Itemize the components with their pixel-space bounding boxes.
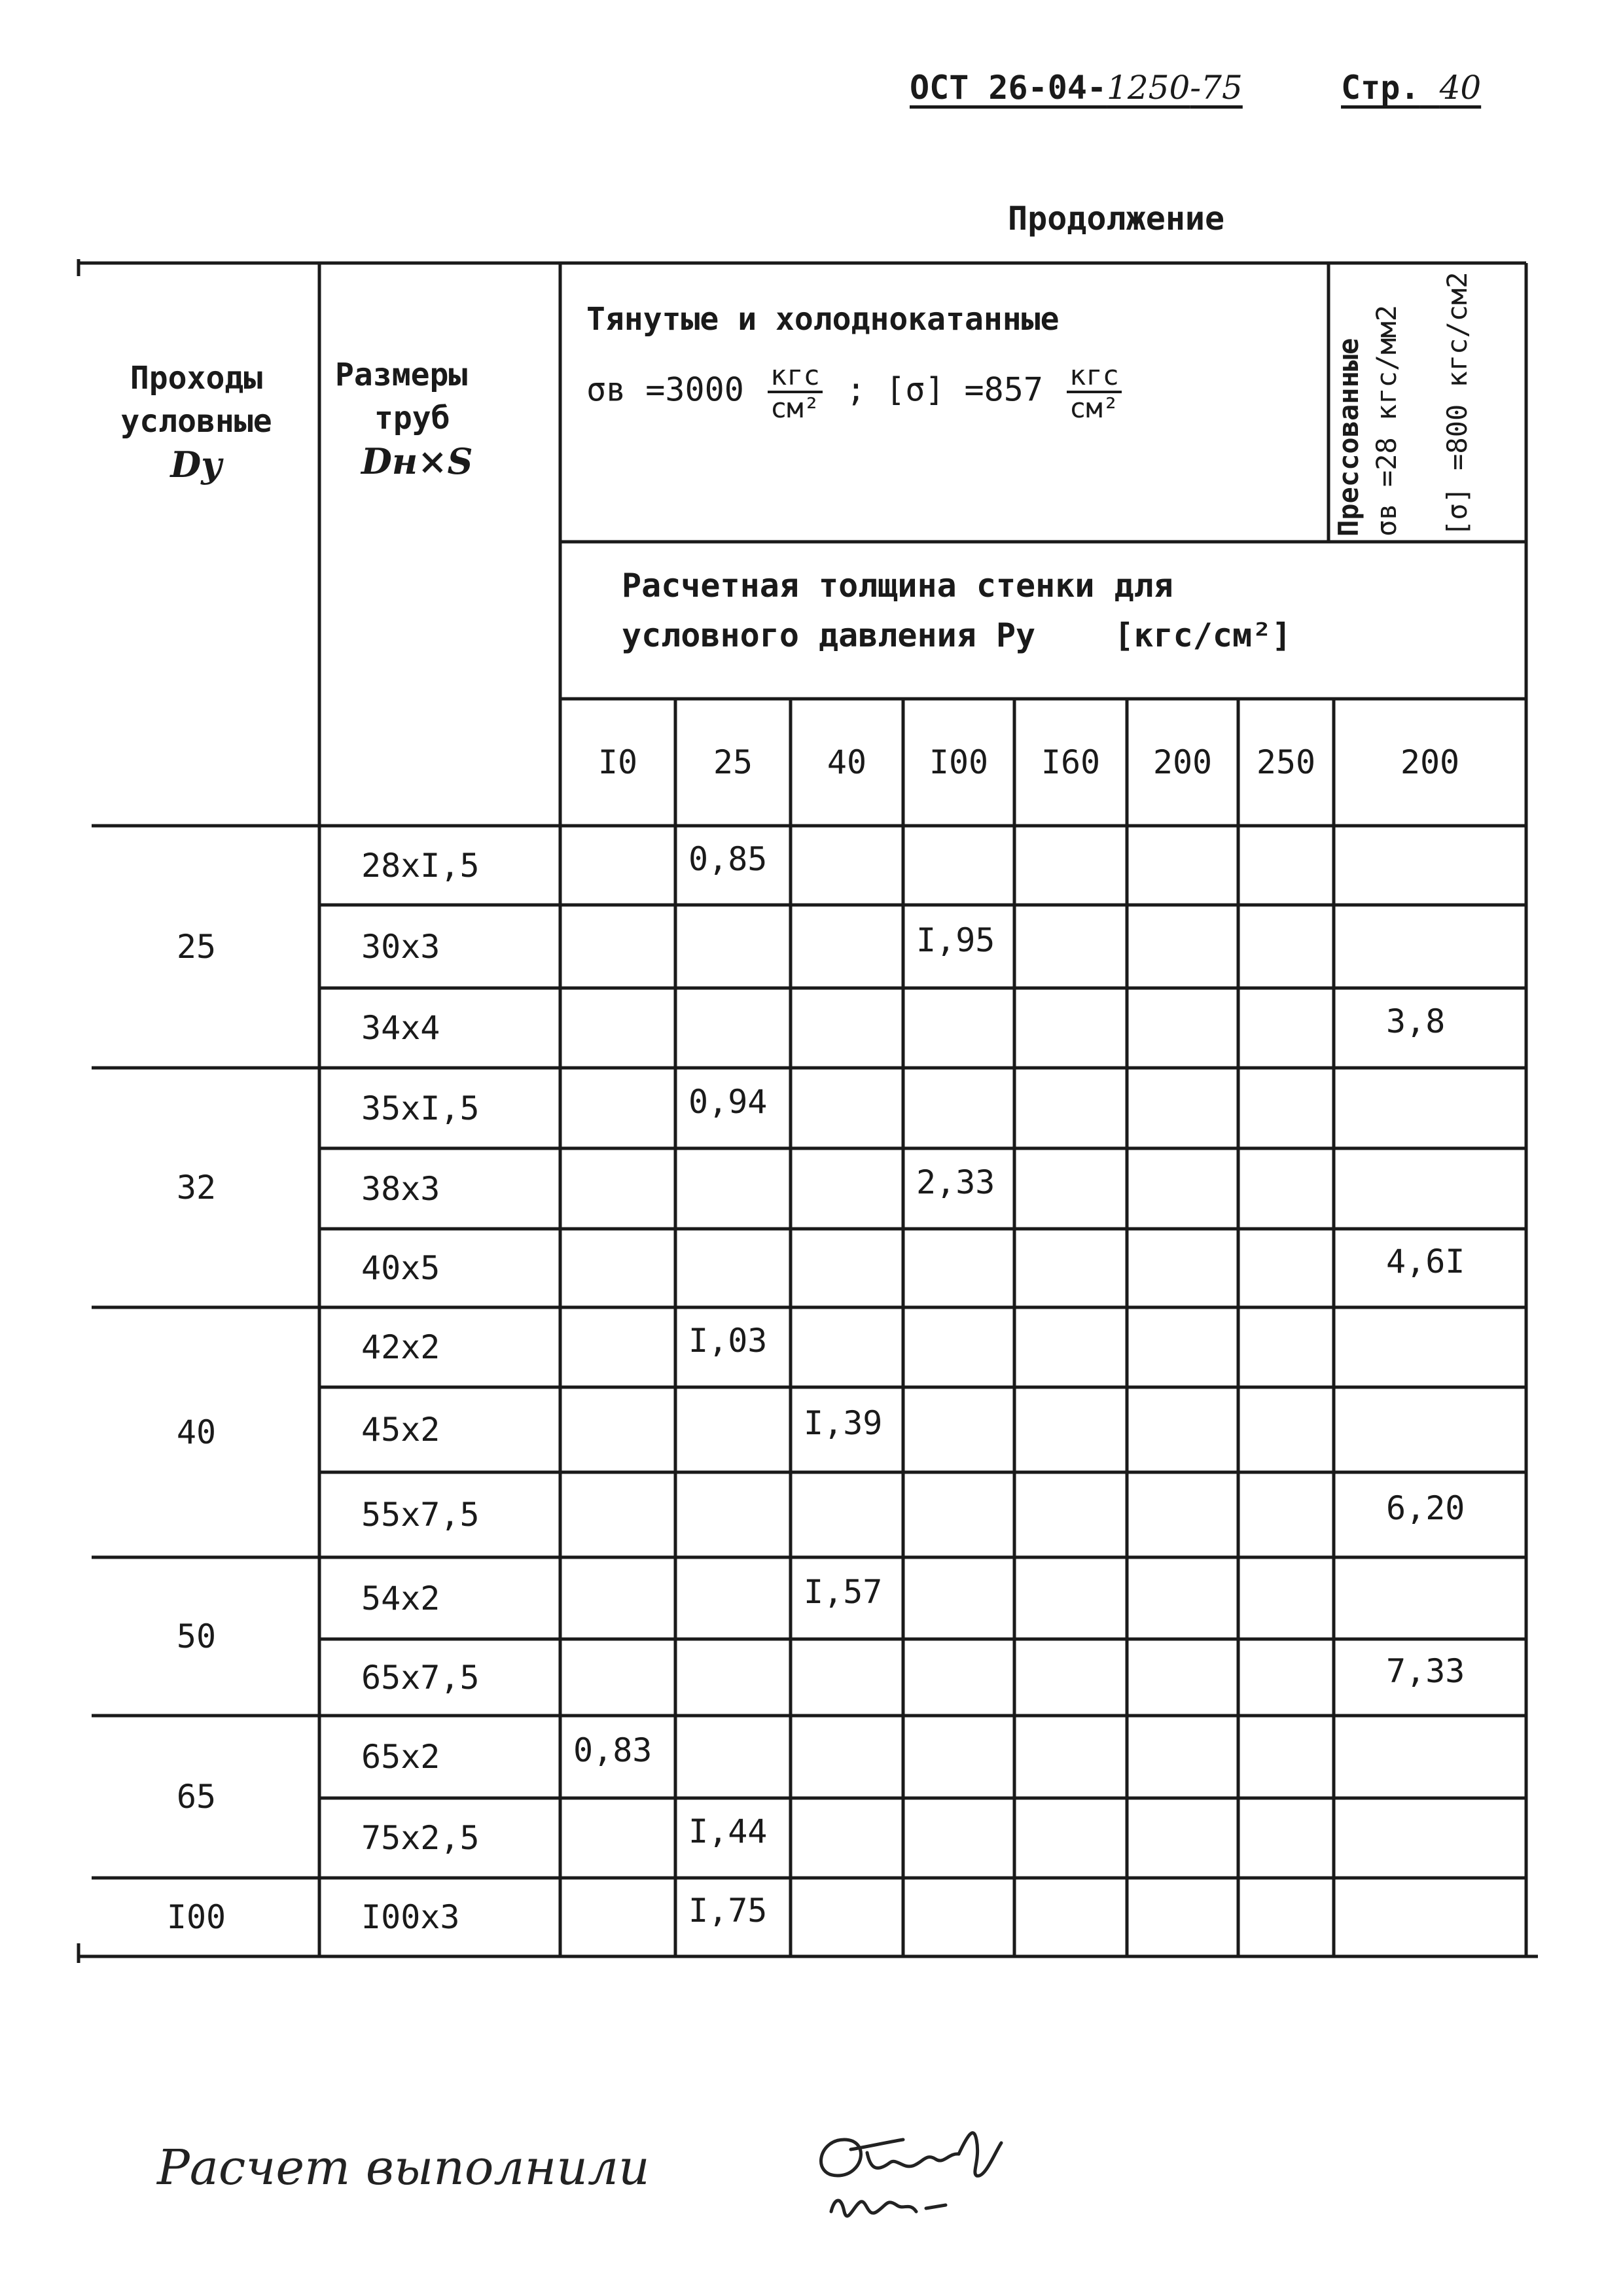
col-header-passages-line2: условные xyxy=(120,403,272,440)
pipe-size: 65x2 xyxy=(361,1738,440,1776)
thickness-value: I,75 xyxy=(688,1892,768,1930)
pipe-size: 42x2 xyxy=(361,1328,440,1366)
page-label: Стр. xyxy=(1341,69,1420,107)
thickness-value: I,03 xyxy=(688,1322,768,1360)
pipe-size: 55x7,5 xyxy=(361,1496,480,1534)
pipe-size: 34x4 xyxy=(361,1009,440,1047)
col-header-sizes-line1: Размеры xyxy=(335,357,468,393)
thickness-value: 0,85 xyxy=(688,839,768,878)
passage-dn-0: 25 xyxy=(176,928,217,966)
pressure-header-0: I0 xyxy=(597,743,638,781)
col-header-sizes xyxy=(335,353,551,483)
drawn-group-header xyxy=(586,298,1319,423)
pressure-header-6: 250 xyxy=(1256,743,1316,781)
drawn-sigma-unit: $\frac{\text{кгс}}{\text{см²}}$ xyxy=(768,361,823,423)
thickness-value: 7,33 xyxy=(1386,1651,1465,1690)
thickness-value: 0,94 xyxy=(688,1082,768,1121)
doc-number: 1250 xyxy=(1107,69,1190,107)
drawn-sigma: σв =3000 xyxy=(586,370,744,409)
pipe-size: 40x5 xyxy=(361,1249,440,1287)
pipe-size: 45x2 xyxy=(361,1411,440,1449)
pressure-header-3: I00 xyxy=(929,743,989,781)
pipe-size: 35xI,5 xyxy=(361,1089,480,1127)
thickness-value: I,57 xyxy=(804,1572,883,1611)
signature xyxy=(805,2113,1041,2238)
pipe-size: 75x2,5 xyxy=(361,1819,480,1857)
thickness-value: 2,33 xyxy=(916,1163,995,1201)
pipe-size: 65x7,5 xyxy=(361,1658,480,1697)
pressure-header-1: 25 xyxy=(713,743,753,781)
col-header-sizes-line2: труб xyxy=(374,400,450,436)
thickness-value: 6,20 xyxy=(1386,1489,1465,1527)
passage-dn-1: 32 xyxy=(176,1169,217,1207)
pressed-group-header xyxy=(1330,272,1525,540)
drawn-group-title: Тянутые и холоднокатанные xyxy=(586,301,1060,338)
col-header-passages xyxy=(98,357,294,486)
thickness-value: I,39 xyxy=(804,1404,883,1442)
continuation-label: Продолжение xyxy=(1008,200,1225,238)
thickness-value: 3,8 xyxy=(1386,1002,1446,1040)
calc-title-line1: Расчетная толщина стенки для xyxy=(622,567,1173,605)
calc-title-line2: условного давления Ру xyxy=(622,616,1036,654)
pipe-size: 38x3 xyxy=(361,1169,440,1208)
col-header-passages-symbol: Dу xyxy=(170,444,223,486)
doc-year: -75 xyxy=(1190,69,1243,107)
calc-thickness-header xyxy=(622,564,1512,657)
passage-dn-2: 40 xyxy=(176,1413,217,1451)
pressure-header-7: 200 xyxy=(1400,743,1460,781)
col-header-sizes-symbol: Dн×S xyxy=(361,440,473,482)
passage-dn-3: 50 xyxy=(176,1617,217,1655)
passage-dn-4: 65 xyxy=(176,1778,217,1816)
pressure-header-4: I60 xyxy=(1041,743,1101,781)
pipe-size: 54x2 xyxy=(361,1579,440,1617)
doc-prefix: ОСТ 26-04- xyxy=(910,69,1107,107)
pressure-header-2: 40 xyxy=(827,743,867,781)
pressed-title: Прессованные xyxy=(1332,338,1364,537)
performed-by-label: Расчет выполнили xyxy=(157,2140,650,2196)
calc-unit: [кгс/см²] xyxy=(1114,616,1292,654)
pressure-header-5: 200 xyxy=(1152,743,1213,781)
col-header-passages-line1: Проходы xyxy=(130,360,263,397)
drawn-allowable-unit: $\frac{\text{кгс}}{\text{см²}}$ xyxy=(1067,361,1122,423)
thickness-value: 0,83 xyxy=(573,1731,652,1769)
pipe-size: I00x3 xyxy=(361,1898,460,1936)
page-number: 40 xyxy=(1439,69,1482,107)
thickness-value: 4,6I xyxy=(1386,1243,1465,1280)
pressed-allowable: [σ] =800 кгс/см2 xyxy=(1441,272,1473,537)
pressed-sigma: σв =28 кгс/мм2 xyxy=(1370,304,1402,537)
thickness-value: I,95 xyxy=(916,921,995,959)
pipe-size: 30x3 xyxy=(361,927,440,966)
passage-dn-5: I00 xyxy=(166,1898,226,1936)
thickness-value: I,44 xyxy=(688,1812,768,1850)
pipe-size: 28xI,5 xyxy=(361,846,480,885)
drawn-allowable: ; [σ] =857 xyxy=(846,370,1043,409)
